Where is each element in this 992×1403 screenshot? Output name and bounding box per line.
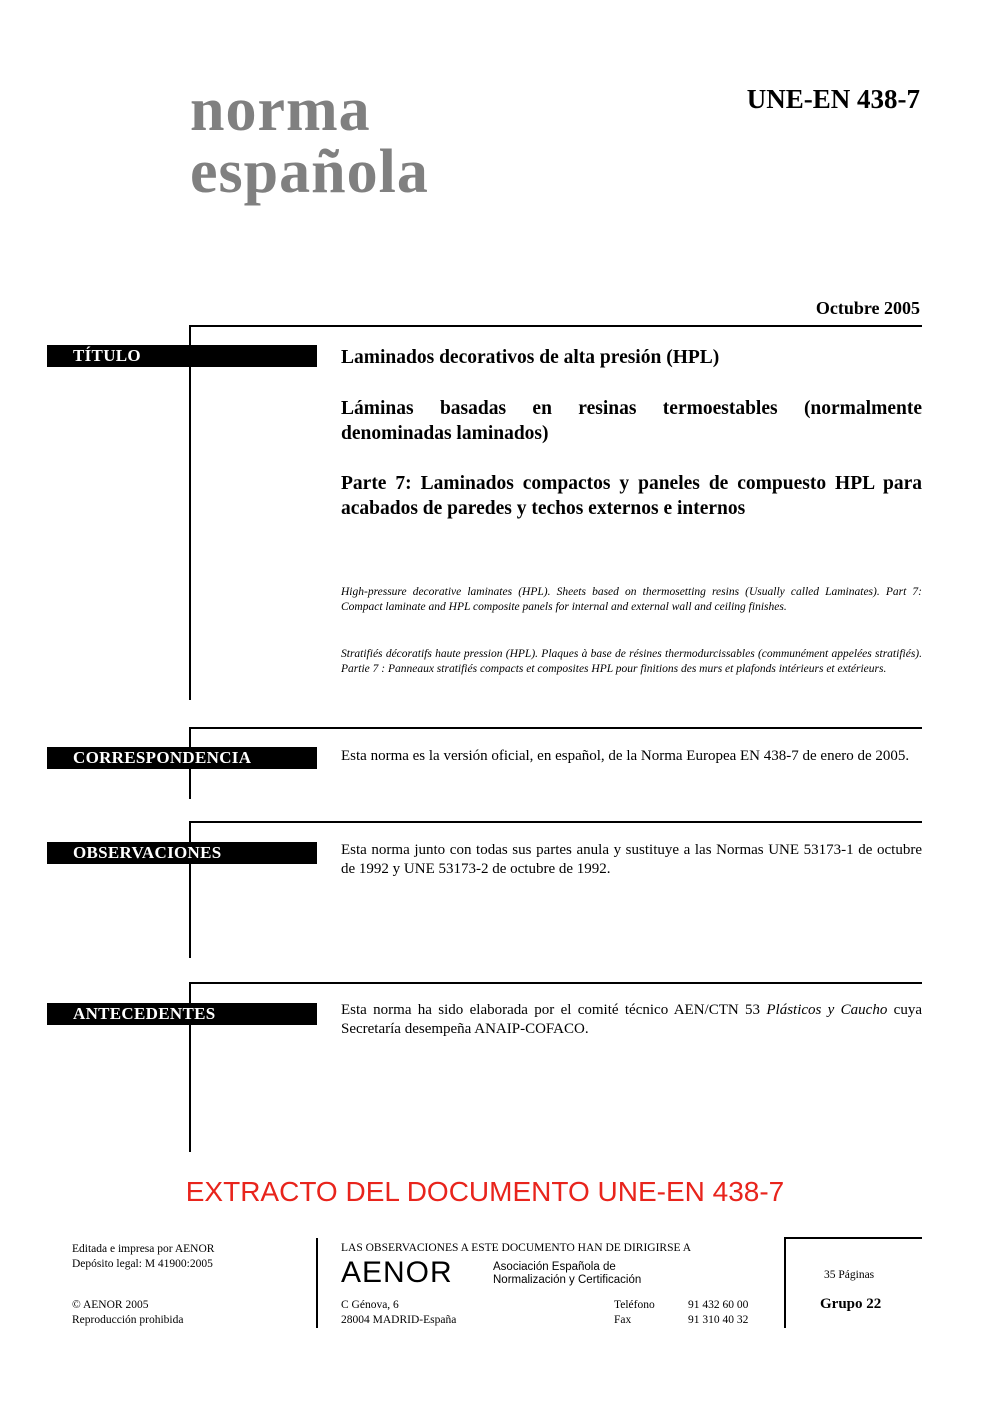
label-correspondencia: CORRESPONDENCIA [47,747,317,769]
title-french: Stratifiés décoratifs haute pression (HPL). Plaques à base de résines thermodurcissables (communément appelées stratifiés). Partie 7 : Panneaux stratifiés compacts et composites HPL pour finitions des murs et plafonds intérieurs et extérieurs. [341,648,922,675]
title-english: High-pressure decorative laminates (HPL). Sheets based on thermosetting resins (Usually called Laminates). Part 7: Compact laminate and HPL composite panels for internal and external wall and ceiling finishes. [341,586,922,613]
brand-espanola: española [190,138,429,206]
extract-notice: EXTRACTO DEL DOCUMENTO UNE-EN 438-7 [185,1176,785,1207]
correspondencia-top-rule [189,727,922,729]
title-sub: Láminas basadas en resinas termoestables (normalmente denominadas laminados) [341,398,922,444]
antecedentes-text: Esta norma ha sido elaborada por el comité técnico AEN/CTN 53 Plásticos y Caucho cuya Secretaría desempeña ANAIP-COFACO. [341,1002,922,1037]
observaciones-text: Esta norma junto con todas sus partes anula y sustituye a las Normas UNE 53173-1 de octubre de 1992 y UNE 53173-2 de octubre de 1992. [341,842,922,877]
title-main: Laminados decorativos de alta presión (HPL) [341,347,720,368]
footer-address2: 28004 MADRID-España [341,1314,457,1326]
footer-divider-right [784,1237,786,1328]
price-group: Grupo 22 [820,1296,882,1312]
observaciones-top-rule [189,821,922,823]
aenor-logo: AENOR [341,1256,453,1289]
footer-observations-header: LAS OBSERVACIONES A ESTE DOCUMENTO HAN DE DIRIGIRSE A [341,1242,692,1254]
footer-fax: 91 310 40 32 [688,1314,749,1326]
footer-copyright: © AENOR 2005 [72,1299,149,1311]
footer-deposit: Depósito legal: M 41900:2005 [72,1258,213,1270]
page-count: 35 Páginas [824,1269,875,1281]
committee-name: Plásticos y Caucho [766,1002,888,1018]
footer-phone-label: Teléfono [614,1299,655,1311]
aenor-assoc-line2: Normalización y Certificación [493,1274,642,1286]
footer-reproduction: Reproducción prohibida [72,1314,184,1326]
standard-code: UNE-EN 438-7 [746,84,920,114]
titulo-top-rule [189,325,922,327]
brand-norma: norma [190,76,371,144]
label-antecedentes: ANTECEDENTES [47,1003,317,1025]
footer-address1: C Génova, 6 [341,1299,399,1311]
footer-fax-label: Fax [614,1314,632,1326]
aenor-assoc-line1: Asociación Española de [493,1261,616,1273]
footer-phone: 91 432 60 00 [688,1299,749,1311]
titulo-vertical-rule [189,325,191,700]
publication-date: Octubre 2005 [815,298,920,318]
correspondencia-text: Esta norma es la versión oficial, en español, de la Norma Europea EN 438-7 de enero de 2005. [341,748,910,764]
label-observaciones: OBSERVACIONES [47,842,317,864]
footer-divider-left [316,1238,318,1328]
antecedentes-top-rule [189,982,922,984]
footer-edited: Editada e impresa por AENOR [72,1243,215,1255]
label-titulo: TÍTULO [47,345,317,367]
footer-box-top-rule [784,1237,922,1239]
title-part: Parte 7: Laminados compactos y paneles de compuesto HPL para acabados de paredes y techos externos e internos [341,473,922,519]
